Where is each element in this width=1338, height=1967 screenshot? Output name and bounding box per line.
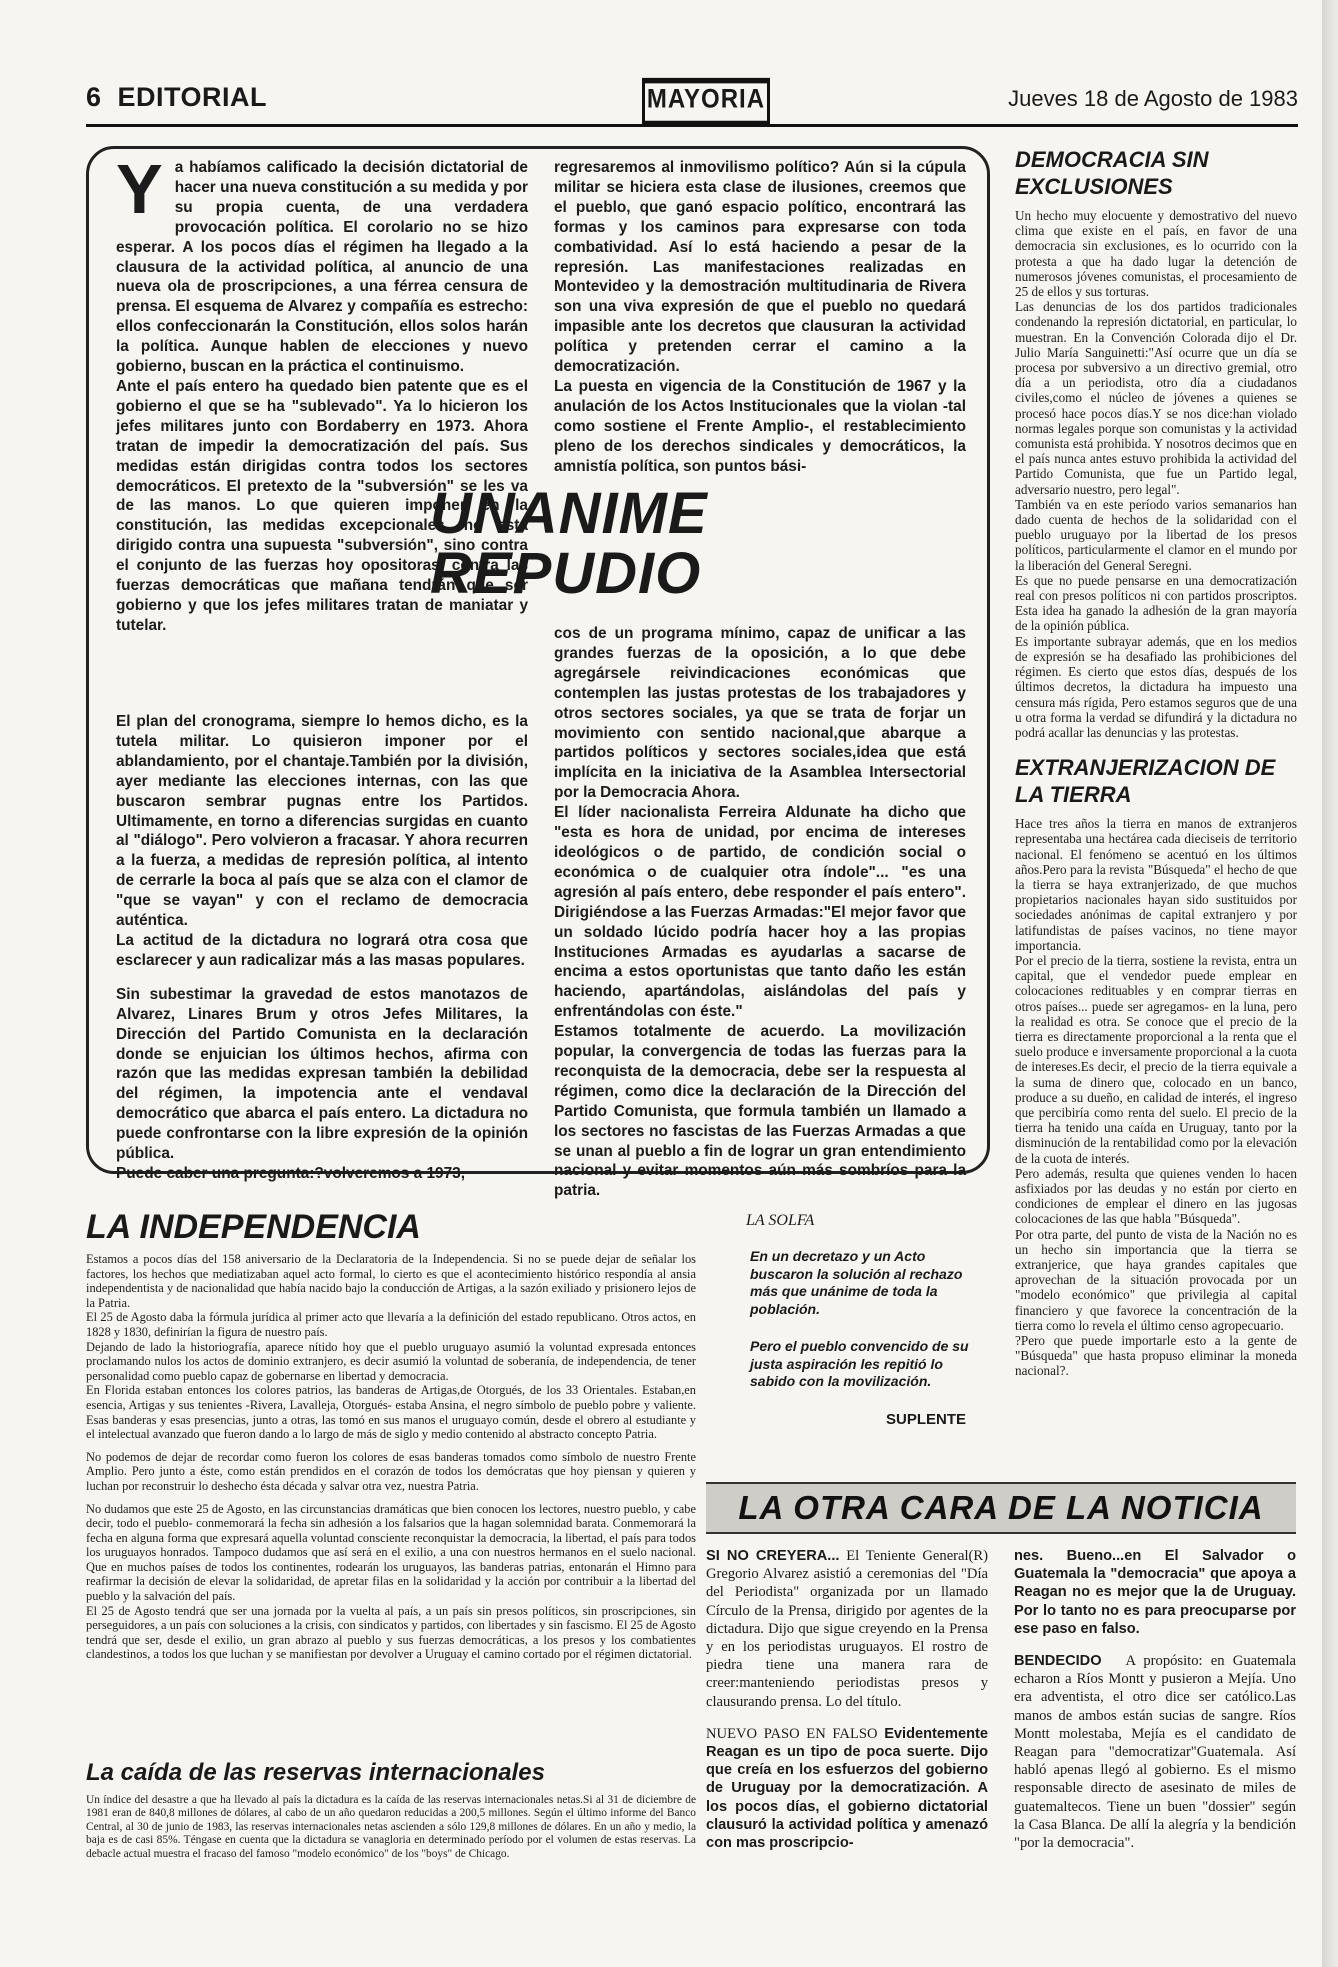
news-item bbox=[706, 1547, 988, 1711]
otra-cara-column-right bbox=[1014, 1547, 1296, 1866]
drop-cap: Y bbox=[116, 150, 163, 228]
editorial-paragraph: Ante el país entero ha quedado bien patente que es el gobierno el que se ha "sublevado". Ya lo hicieron los jefes militares junto con Bordaberry en 1973. Ahora tratan de impedir la democratización del país. Sus medidas están dirigidas contra todos los sectores democráticos. El pretexto de la "subversión" se les va de las manos. Lo que quieren imponer en la constitución, las medidas excepcionales, no está dirigido contra una supuesta "subversión", sino contra el conjunto de las fuerzas hoy opositoras, contra las fuerzas democráticas que mañana tendrán que ser gobierno y que los jefes militares tratan de maniatar y tutelar. bbox=[116, 377, 528, 634]
editorial-column-1-lower bbox=[116, 712, 528, 1184]
solfa-label: LA SOLFA bbox=[746, 1212, 815, 1229]
news-item-body: Evidentemente Reagan es un tipo de poca suerte. Dijo que creía en los esfuerzos del gobierno de Uruguay por la democratización. A los pocos días, el gobierno dictatorial clausuró la actividad política y amenazó con mas proscripcio- bbox=[706, 1725, 988, 1852]
right-column bbox=[1015, 146, 1297, 1379]
header-rule bbox=[86, 124, 1298, 127]
editorial-paragraph: La puesta en vigencia de la Constitución de 1967 y la anulación de los Actos Institucionales que la violan -tal como sostiene el Frente Amplio-, el restablecimiento pleno de los derechos sindicales y democráticos, la amnistía política, son puntos bási- bbox=[554, 377, 966, 475]
editorial-paragraph: Sin subestimar la gravedad de estos manotazos de Alvarez, Linares Brum y otros Jefes Militares, la Dirección del Partido Comunista en la declaración donde se enjuician los últimos hechos, afirma con razón que las medidas expresan también la debilidad del régimen, la impotencia ante el vendaval democrático que abarca el país entero. La dictadura no puede confrontarse con la libre expresión de la opinión pública. bbox=[116, 985, 528, 1163]
reservas-title: La caída de las reservas internacionales bbox=[86, 1759, 545, 1786]
editorial-paragraph: Estamos totalmente de acuerdo. La movilización popular, la convergencia de todas las fuerzas para la reconquista de la democracia, debe ser la respuesta al régimen, como dice la declaración de la Dirección del Partido Comunista, que formula también un llamado a los sectores no fascistas de las Fuerzas Armadas a que se unan al pueblo a fin de lograr un gran entendimiento nacional y evitar momentos aún más sombríos para la patria. bbox=[554, 1023, 966, 1200]
otra-cara-banner bbox=[706, 1482, 1296, 1534]
news-item-continued: nes. Bueno...en El Salvador o Guatemala la "democracia" que apoya a Reagan no es mejor que la de Uruguay. Por lo tanto no es para preocuparse por ese paso en falso. bbox=[1014, 1548, 1296, 1637]
news-item-head: SI NO CREYERA... bbox=[706, 1548, 840, 1564]
news-item-head: NUEVO PASO EN FALSO bbox=[706, 1725, 878, 1742]
editorial-title: UNANIME REPUDIO bbox=[430, 481, 708, 606]
extranjerizacion-title: EXTRANJERIZACION DE LA TIERRA bbox=[1015, 755, 1276, 808]
solfa-verse-2: Pero el pueblo convencido de su justa aspiración les repitió lo sabido con la movilización. bbox=[750, 1338, 969, 1389]
independencia-title: LA INDEPENDENCIA bbox=[86, 1208, 421, 1246]
news-item-body: El Teniente General(R) Gregorio Alvarez asistió a ceremonias del "Día del Periodista" organizada por un llamado Círculo de la Prensa, dirigido por agentes de la dictadura. Dijo que sigue creyendo en la Prensa y en los periodistas uruguayos. El rostro de piedra tiene una manera rara de creer:manteniendo periodistas presos y clausurando prensa. Lo del título. bbox=[706, 1548, 989, 1710]
editorial-paragraph: El líder nacionalista Ferreira Aldunate ha dicho que "esta es hora de unidad, por encima de intereses ideológicos o de partido, de condición social o económica o de cualquier otra índole"... "es una agresión al país entero, debe responder el país entero". Dirigiéndose a las Fuerzas Armadas:"El mejor favor que un soldado lúcido podría hacer hoy a las propias Instituciones Armadas es ayudarlas a sacarse de encima a estos oportunistas que tanto daño les están haciendo, apartándolas, aislándolas del país y enfrentándolas con éste." bbox=[554, 804, 966, 1021]
editorial-column-2-upper bbox=[554, 158, 966, 477]
otra-cara-column-left bbox=[706, 1547, 988, 1866]
editorial-paragraph: cos de un programa mínimo, capaz de unificar a las grandes fuerzas de la oposición, a lo que debe agregársele reivindicaciones económicas que contemplen las justas protestas de los trabajadores y otros sectores sociales, ya que se trata de forjar un movimiento con sentido nacional,que abarque a partidos políticos y sectores sociales,idea que está implícita en la iniciativa de la Asamblea Intersectorial por la Democracia Ahora. bbox=[554, 625, 966, 802]
independencia-body: Estamos a pocos días del 158 aniversario de la Declaratoria de la Independencia. Si no se puede dejar de señalar los factores, los hechos que mediatizaban aquel acto formal, lo cierto es que el acontecimiento histórico respondía al ansia independentista y de nacionalidad que había nacido bajo la conducción de Artigas, a la sazón exiliado y prisionero lejos de la Patria. El 25 de Agosto daba la fórmula jurídica al primer acto que llevaría a la definición del estado republicano. Otros actos, en 1828 y 1830, definirían la figura de nuestro país. Dejando de lado la historiografía, aparece nítido hoy que el pueblo uruguayo asumió la voluntad expresada entonces proclamando nulos los actos de dominio extranjero, es decir asumió la voluntad de soberanía, de independencia, de tener personalidad como pueblo capaz de gobernarse en libertad y democracia. En Florida estaban entonces los colores patrios, las banderas de Artigas,de Otorgués, de los 33 Orientales. Estaban,en esencia, Artigas y sus tenientes -Rivera, Lavalleja, Otorgués- estaba Ansina, el negro símbolo de pueblo pobre y valiente. Esas banderas y esas presencias, junto a otras, las tomó en sus manos el uruguayo común, desde el obrero al estudiante y el intelectual avanzado que fueron dando a lo largo de más de siglo y medio contenido al abstracto concepto Patria. No podemos de dejar de recordar como fueron los colores de esas banderas tomados como símbolo de nuestro Frente Amplio. Pero junto a éste, como están prendidos en el corazón de todos los demócratas que hoy piensan y quieren y luchan por reconstruir lo deshecho ésta década y salvar otra vez, nuestra Patria. No dudamos que este 25 de Agosto, en las circunstancias dramáticas que bien conocen los lectores, nuestro pueblo, y cabe decir, todo el pueblo- conmemorará la fecha sin adhesión a los falsarios que la hagan solemnidad barata. Conmemorará la fecha en alguna forma que expresará aquella voluntad consciente reconquistar la democracia, la libertad, el país para todos los uruguayos honrados. Tampoco dudamos que así será en el exilio, a una con nuestros hermanos en el suelo nacional. Que en muchos países de todos los continentes, rodearán los uruguayos, las banderas patrias, entonarán el Himno para reafirmar la decisión de elevar la solidaridad, de apretar filas en la solidaridad y la acción por contribuir a la libertad del pueblo y la salvación del país. El 25 de Agosto tendrá que ser una jornada por la vuelta al país, a un país sin presos políticos, sin proscripciones, sin perseguidores, a un país con soluciones a la crisis, con sindicatos y partidos, con libertades y sin fascismo. El 25 de Agosto tendrá que ser, desde el exilio, un gran abrazo al pueblo y sus fuerzas democráticas, a los presos y los combatientes clandestinos, a todos los que luchan y se manifiestan por devolver a Uruguay el camino cortado por el régimen dictatorial. bbox=[86, 1252, 696, 1662]
democracia-title: DEMOCRACIA SIN EXCLUSIONES bbox=[1015, 147, 1209, 199]
issue-date: Jueves 18 de Agosto de 1983 bbox=[1008, 86, 1298, 111]
editorial-paragraph: La actitud de la dictadura no logrará otra cosa que esclarecer y aun radicalizar más a las masas populares. bbox=[116, 931, 528, 969]
reservas-article bbox=[86, 1758, 696, 1861]
news-item bbox=[1014, 1547, 1296, 1638]
section-name: EDITORIAL bbox=[117, 82, 268, 112]
solfa-box bbox=[742, 1212, 972, 1428]
extranjerizacion-article: Hace tres años la tierra en manos de extranjeros representaba una hectárea cada dieciseis de territorio nacional. El fenómeno se acentuó en los últimos años.Pero para la revista "Búsqueda" el hecho de que la tierra se haya extranjerizado, de que muchos propietarios nacionales hayan sido sustituidos por sociedades anónimas de capital extranjero y por latifundistas de países vacinos, no tiene mayor importancia. Por el precio de la tierra, sostiene la revista, entra un capital, que el vendedor puede emplear en colocaciones redituables y en comprar tierras en otros países... puede ser agregamos- en la luna, pero la realidad es otra. Se conoce que el precio de la tierra es directamente proporcional a la renta que el suelo produce e inversamente proporcional a la cuota de intereses.Es decir, el precio de la tierra equivale a la suma de dinero que, colocado en un banco, produce a su dueño, en calidad de interés, el ingreso que percibiría como renta del suelo. El precio de la tierra ha tenido una caída en Uruguay, tanto por la disminución de la rentabilidad como por la elevación de la cuota de interés. Pero además, resulta que quienes venden lo hacen asfixiados por las deudas y no están por cierto en condiciones de emplear el dinero en las jugosas colocaciones de las que habla "Búsqueda". Por otra parte, del punto de vista de la Nación no es un hecho sin importancia que la tierra se extranjerice, que haya grandes capitales que aprovechan de la situación provocada por un "modelo económico" que privilegia al capital financiero y que favorece la concentración de la tierra como lo revela el último censo agropecuario. ?Pero que puede importarle esto a la gente de "Búsqueda" que hasta propuso eliminar la moneda nacional?. bbox=[1015, 816, 1297, 1379]
democracia-article: Un hecho muy elocuente y demostrativo del nuevo clima que existe en el país, en favor de una democracia sin exclusiones, es lo ocurrido con la protesta a que ha dado lugar la detención de numerosos jóvenes comunistas, el procesamiento de 25 de ellos y sus torturas. Las denuncias de los dos partidos tradicionales condenando la represión dictatorial, en particular, lo muestran. En la Convención Colorada dijo el Dr. Julio María Sanguinetti:"Así ocurre que un día se procesa por subversivo a un directivo gremial, otro día a un periodista, otro día a ciudadanos civiles,como el núcleo de jóvenes a quienes se procesó hace pocos días.Y se nos dice:han violado normas legales porque son comunistas y la actividad comunista está prohibida. Y nosotros decimos que en el país nunca antes estuvo prohibida la actividad del Partido Comunista, que fue un Partido legal, adversario nuestro, pero legal". También va en este período varios semanarios han dado cuenta de hechos de la solidaridad con el pueblo uruguayo por la libertad de los presos políticos, particularmente el clamor en el mundo por la liberación del General Seregni. Es que no puede pensarse en una democratización real con presos políticos ni con partidos proscriptos. Esta idea ha ganado la adhesión de la gran mayoría de la opinión pública. Es importante subrayar además, que en los medios de expresión se ha desafiado las prohibiciones del régimen. Es cierto que estos días, después de los últimos decretos, la dictadura ha impuesto una censura más rígida, Pero estamos seguros que de una u otra forma la verdad se difundirá y la dictadura no podrá acallar las denuncias y las protestas. bbox=[1015, 208, 1297, 740]
news-item-body: A propósito: en Guatemala echaron a Ríos Montt y pusieron a Mejía. Uno era adventista, el otro dice ser católico.Las manos de ambos están sucias de sangre. Ríos Montt molestaba, Mejía es el candidato de Reagan para "democratizar"Guatemala. Así habló apenas llegó al gobierno. Es el mismo responsable directo de asesinato de miles de guatemaltecos. Tiene un buen "dossier" según la Casa Blanca. De allí la alegría y la bendición "por la democracia". bbox=[1014, 1653, 1296, 1852]
editorial-column-2-lower bbox=[554, 624, 966, 1201]
reservas-body: Un índice del desastre a que ha llevado al país la dictadura es la caída de las reservas internacionales netas.Si al 31 de diciembre de 1981 eran de 840,8 millones de dólares, al cabo de un año quedaron reducidas a 200,5 millones. Según el último informe del Banco Central, al 30 de junio de 1983, las reservas internacionales netas ascienden a sólo 129,8 millones de dólares. En un año y medio, la baja es de casi 85%. Téngase en cuenta que la dictadura se vanagloria en determinado período por el volumen de estas reservas. La debacle actual muestra el fracaso del famoso "modelo económico" de los "boys" de Chicago. bbox=[86, 1794, 696, 1860]
news-item-head: BENDECIDO bbox=[1014, 1653, 1102, 1670]
solfa-signature: SUPLENTE bbox=[885, 1410, 966, 1428]
page-header bbox=[86, 80, 1298, 124]
page-number: 6 bbox=[86, 82, 102, 112]
editorial-paragraph: El plan del cronograma, siempre lo hemos dicho, es la tutela militar. Lo quisieron imponer por el ablandamiento, por el chantaje.También por la división, ayer mediante las elecciones internas, con las que buscaron sembrar pugnas entre los Partidos. Ultimamente, en torno a diferencias surgidas en cuanto al "diálogo". Pero volvieron a fracasar. Y ahora recurren a la fuerza, a medidas de represión política, al intento de cerrarle la boca al país que se alza con el clamor de "que se vayan" y con el reclamo de democracia auténtica. bbox=[116, 713, 528, 930]
masthead-logo: MAYORIA bbox=[642, 78, 770, 124]
page-section bbox=[86, 82, 267, 113]
editorial-paragraph: Ya habíamos calificado la decisión dictatorial de hacer una nueva constitución a su medida y por su propia cuenta, de una verdadera provocación política. El corolario no se hizo esperar. A los pocos días el régimen ha llegado a la clausura de la actividad política, al anuncio de una nueva ola de proscripciones, a una férrea censura de prensa. El esquema de Alvarez y compañía es estrecho: ellos confeccionarán la Constitución, ellos solos harán la política. Aunque hablen de elecciones y nuevo gobierno, buscan en la práctica el continuismo. bbox=[116, 150, 528, 376]
editorial-paragraph: regresaremos al inmovilismo político? Aún si la cúpula militar se hiciera esta clase de ilusiones, creemos que el pueblo, que ganó espacio político, encontrará las formas y los caminos para expresarse con toda combatividad. Así lo está haciendo a pesar de la represión. Las manifestaciones realizadas en Montevideo y la demostración multitudinaria de Rivera son una viva expresión de que el pueblo no quedará impasible ante los decretos que clausuran la actividad política y pretenden cerrar el camino a la democratización. bbox=[554, 159, 966, 376]
news-item bbox=[706, 1725, 988, 1852]
otra-cara-title: LA OTRA CARA DE LA NOTICIA bbox=[738, 1489, 1264, 1526]
solfa-verse-1: En un decretazo y un Acto buscaron la solución al rechazo más que unánime de toda la población. bbox=[750, 1248, 963, 1317]
independencia-article bbox=[86, 1208, 696, 1662]
page-edge bbox=[1322, 0, 1338, 1967]
editorial-paragraph: Puede caber una pregunta:?volveremos a 1973, bbox=[116, 1164, 465, 1182]
news-item bbox=[1014, 1652, 1296, 1852]
